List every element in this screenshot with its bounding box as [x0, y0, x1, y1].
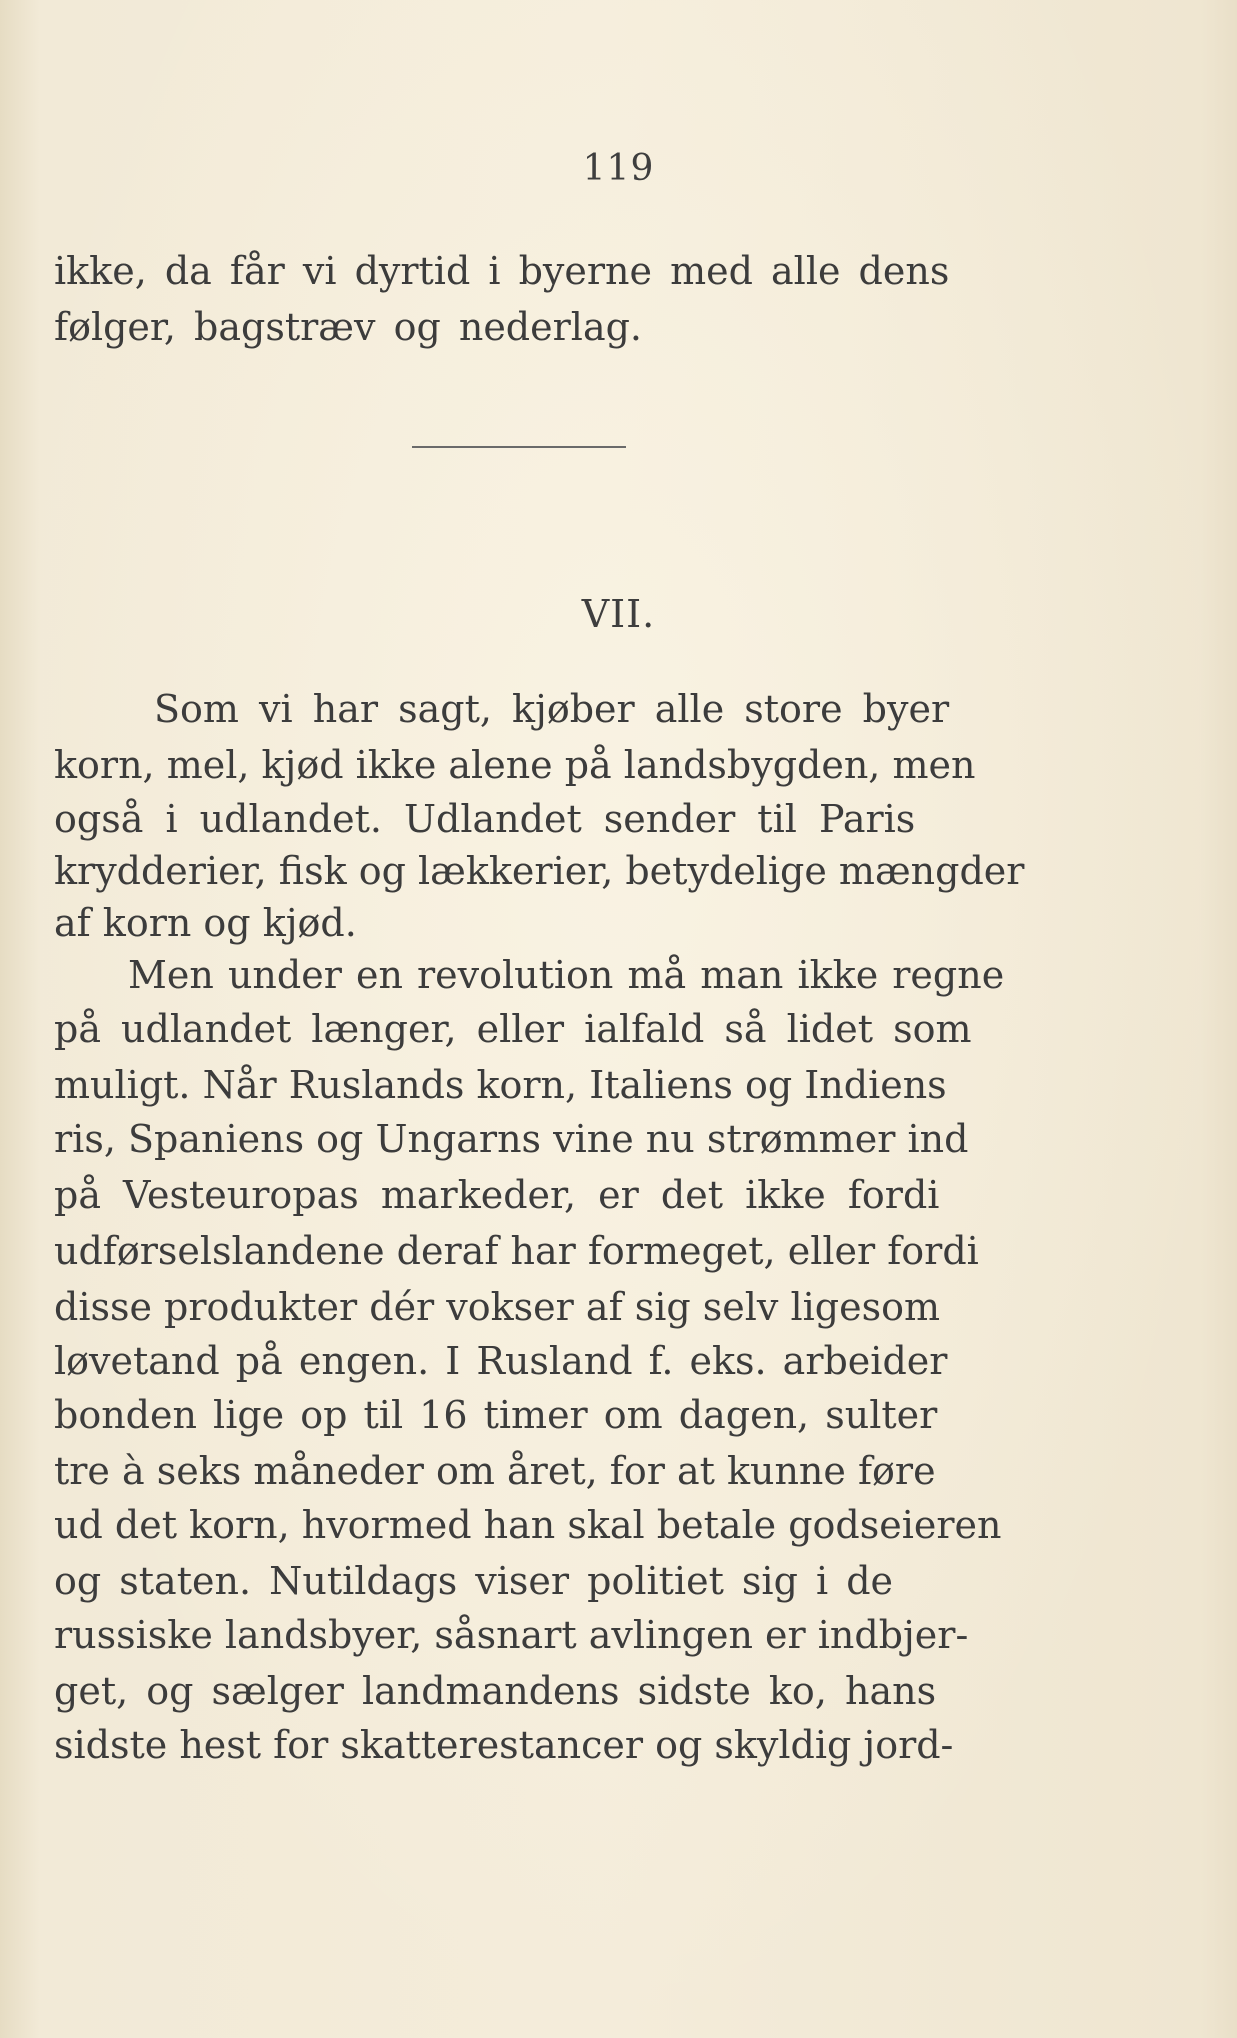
text-line: tre à seks måneder om året, for at kunne føre: [54, 1449, 936, 1493]
text-line: følger, bagstræv og nederlag.: [54, 305, 642, 349]
text-line: sidste hest for skatterestancer og skyldig jord-: [54, 1723, 954, 1767]
text-line: muligt. Når Ruslands korn, Italiens og Indiens: [54, 1063, 947, 1107]
text-line: løvetand på engen. I Rusland f. eks. arbeider: [54, 1339, 948, 1383]
text-line: på Vesteuropas markeder, er det ikke fordi: [54, 1173, 940, 1217]
text-line: ud det korn, hvormed han skal betale godseieren: [54, 1503, 1002, 1547]
text-line: disse produkter dér vokser af sig selv ligesom: [54, 1285, 940, 1329]
text-line: get, og sælger landmandens sidste ko, hans: [54, 1669, 937, 1713]
text-line: bonden lige op til 16 timer om dagen, sulter: [54, 1393, 938, 1437]
page-number: 119: [582, 148, 655, 189]
text-line: og staten. Nutildags viser politiet sig i de: [54, 1559, 894, 1603]
text-line: udførselslandene deraf har formeget, eller fordi: [54, 1229, 979, 1273]
text-line: også i udlandet. Udlandet sender til Paris: [54, 797, 916, 841]
text-line: Som vi har sagt, kjøber alle store byer: [154, 687, 950, 731]
text-line: ris, Spaniens og Ungarns vine nu strømmer ind: [54, 1117, 969, 1161]
chapter-heading: VII.: [581, 592, 656, 636]
text-line: ikke, da får vi dyrtid i byerne med alle dens: [54, 249, 950, 293]
text-line: korn, mel, kjød ikke alene på landsbygden, men: [54, 743, 976, 787]
text-line: på udlandet længer, eller ialfald så lidet som: [54, 1007, 972, 1051]
section-divider: [412, 446, 626, 448]
text-line: russiske landsbyer, såsnart avlingen er indbjer-: [54, 1613, 969, 1657]
text-line: krydderier, fisk og lækkerier, betydelige mængder: [54, 849, 1025, 893]
text-line: af korn og kjød.: [54, 901, 357, 945]
text-line: Men under en revolution må man ikke regne: [128, 953, 1005, 997]
